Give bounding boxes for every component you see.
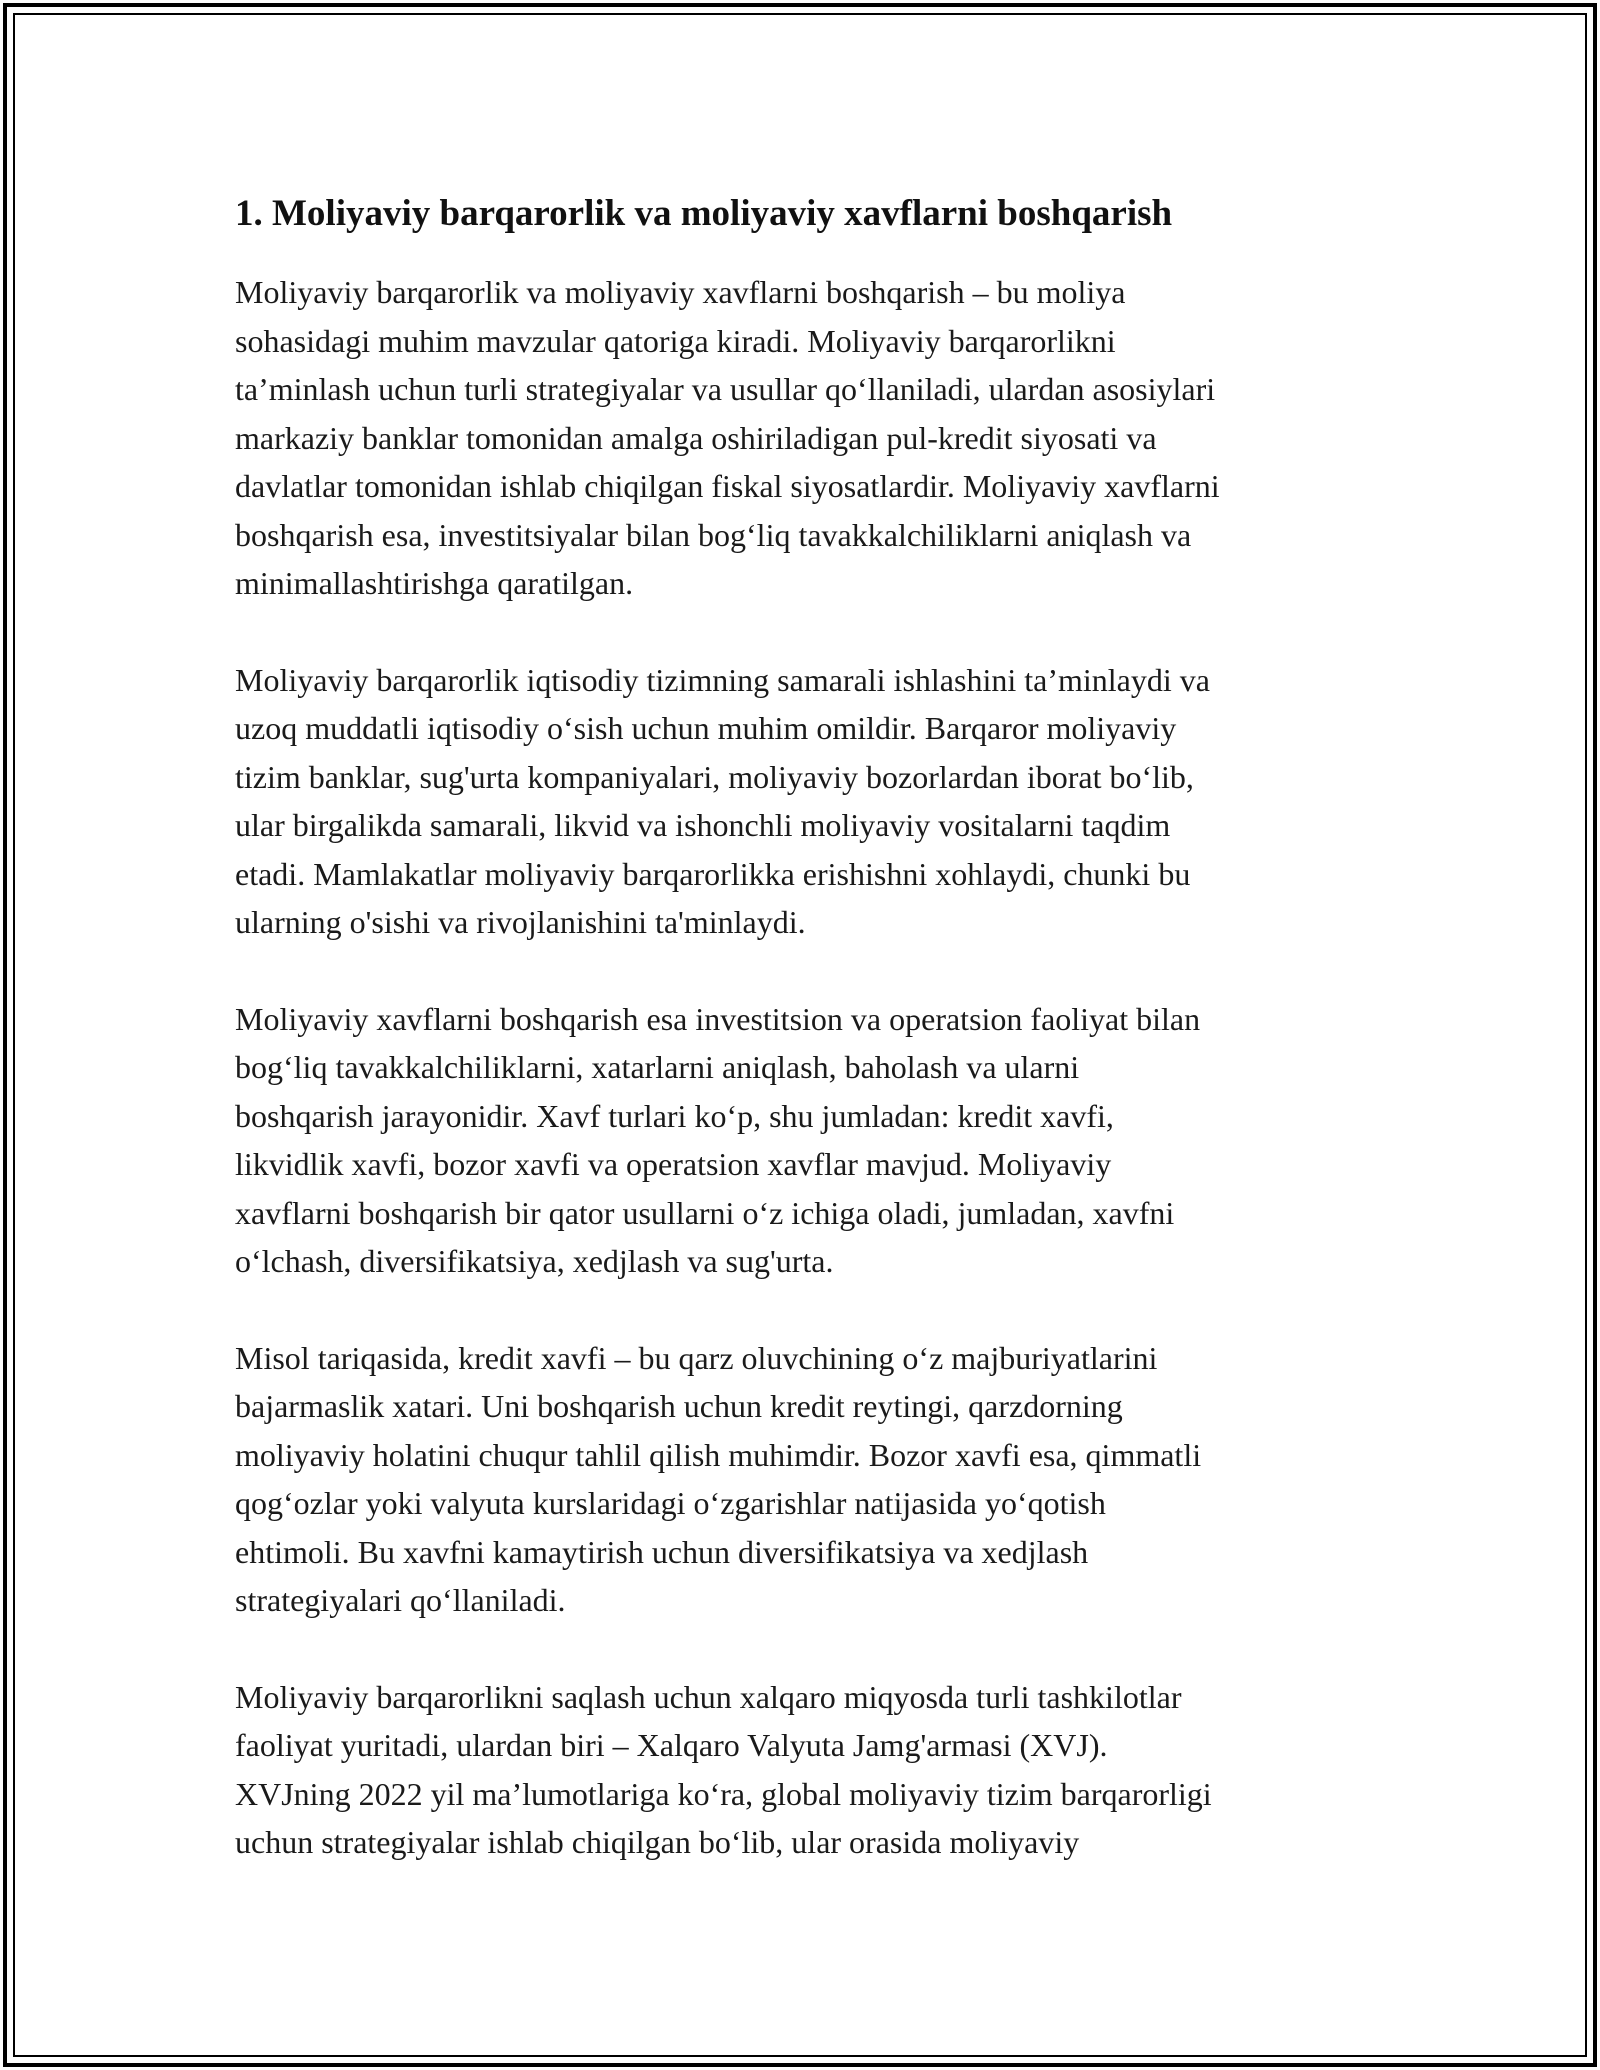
text-line: Moliyaviy barqarorlik va moliyaviy xavflarni boshqarish – bu moliya [235,274,1126,310]
text-line: strategiyalari qo‘llaniladi. [235,1582,566,1618]
text-line: minimallashtirishga qaratilgan. [235,565,634,601]
text-line: bajarmaslik xatari. Uni boshqarish uchun kredit reytingi, qarzdorning [235,1388,1123,1424]
text-line: ta’minlash uchun turli strategiyalar va usullar qo‘llaniladi, ulardan asosiylari [235,371,1216,407]
text-line: sohasidagi muhim mavzular qatoriga kiradi. Moliyaviy barqarorlikni [235,322,1116,359]
text-line: ular birgalikda samarali, likvid va ishonchli moliyaviy vositalarni taqdim [235,807,1171,843]
text-line: bog‘liq tavakkalchiliklarni, xatarlarni aniqlash, baholash va ularni [235,1049,1080,1085]
paragraph-1 [235,268,1375,608]
text-line: o‘lchash, diversifikatsiya, xedjlash va sug'urta. [235,1243,834,1279]
text-line: ularning o'sishi va rivojlanishini ta'minlaydi. [235,904,806,940]
text-line: boshqarish esa, investitsiyalar bilan bog‘liq tavakkalchiliklarni aniqlash va [235,516,1192,553]
paragraph-4 [235,1334,1375,1625]
text-line: boshqarish jarayonidir. Xavf turlari ko‘p, shu jumladan: kredit xavfi, [235,1097,1114,1134]
text-line: Moliyaviy barqarorlik iqtisodiy tizimning samarali ishlashini ta’minlaydi va [235,661,1210,698]
text-line: likvidlik xavfi, bozor xavfi va operatsion xavflar mavjud. Moliyaviy [235,1146,1112,1182]
text-line: uzoq muddatli iqtisodiy o‘sish uchun muhim omildir. Barqaror moliyaviy [235,710,1177,746]
text-line: uchun strategiyalar ishlab chiqilgan bo‘lib, ular orasida moliyaviy [235,1824,1080,1860]
text-line: ehtimoli. Bu xavfni kamaytirish uchun diversifikatsiya va xedjlash [235,1533,1089,1570]
paragraph-5 [235,1673,1375,1867]
text-line: XVJning 2022 yil ma’lumotlariga ko‘ra, global moliyaviy tizim barqarorligi [235,1775,1212,1812]
text-line: xavflarni boshqarish bir qator usullarni o‘z ichiga oladi, jumladan, xavfni [235,1194,1175,1231]
text-line: faoliyat yuritadi, ulardan biri – Xalqaro Valyuta Jamg'armasi (XVJ). [235,1727,1108,1763]
text-line: etadi. Mamlakatlar moliyaviy barqarorlikka erishishni xohlaydi, chunki bu [235,855,1191,892]
text-line: moliyaviy holatini chuqur tahlil qilish muhimdir. Bozor xavfi esa, qimmatli [235,1436,1202,1473]
text-line: tizim banklar, sug'urta kompaniyalari, moliyaviy bozorlardan iborat bo‘lib, [235,758,1194,795]
paragraph-3 [235,995,1375,1286]
text-line: Moliyaviy xavflarni boshqarish esa investitsion va operatsion faoliyat bilan [235,1000,1201,1037]
text-line: markaziy banklar tomonidan amalga oshiriladigan pul-kredit siyosati va [235,419,1157,456]
document-body [235,188,1375,1915]
text-line: Misol tariqasida, kredit xavfi – bu qarz oluvchining o‘z majburiyatlarini [235,1339,1158,1376]
text-line: Moliyaviy barqarorlikni saqlash uchun xalqaro miqyosda turli tashkilotlar [235,1678,1182,1715]
text-line: qog‘ozlar yoki valyuta kurslaridagi o‘zgarishlar natijasida yo‘qotish [235,1485,1106,1521]
paragraph-2 [235,656,1375,947]
section-heading: 1. Moliyaviy barqarorlik va moliyaviy xavflarni boshqarish [235,193,1173,234]
text-line: davlatlar tomonidan ishlab chiqilgan fiskal siyosatlardir. Moliyaviy xavflarni [235,468,1220,504]
